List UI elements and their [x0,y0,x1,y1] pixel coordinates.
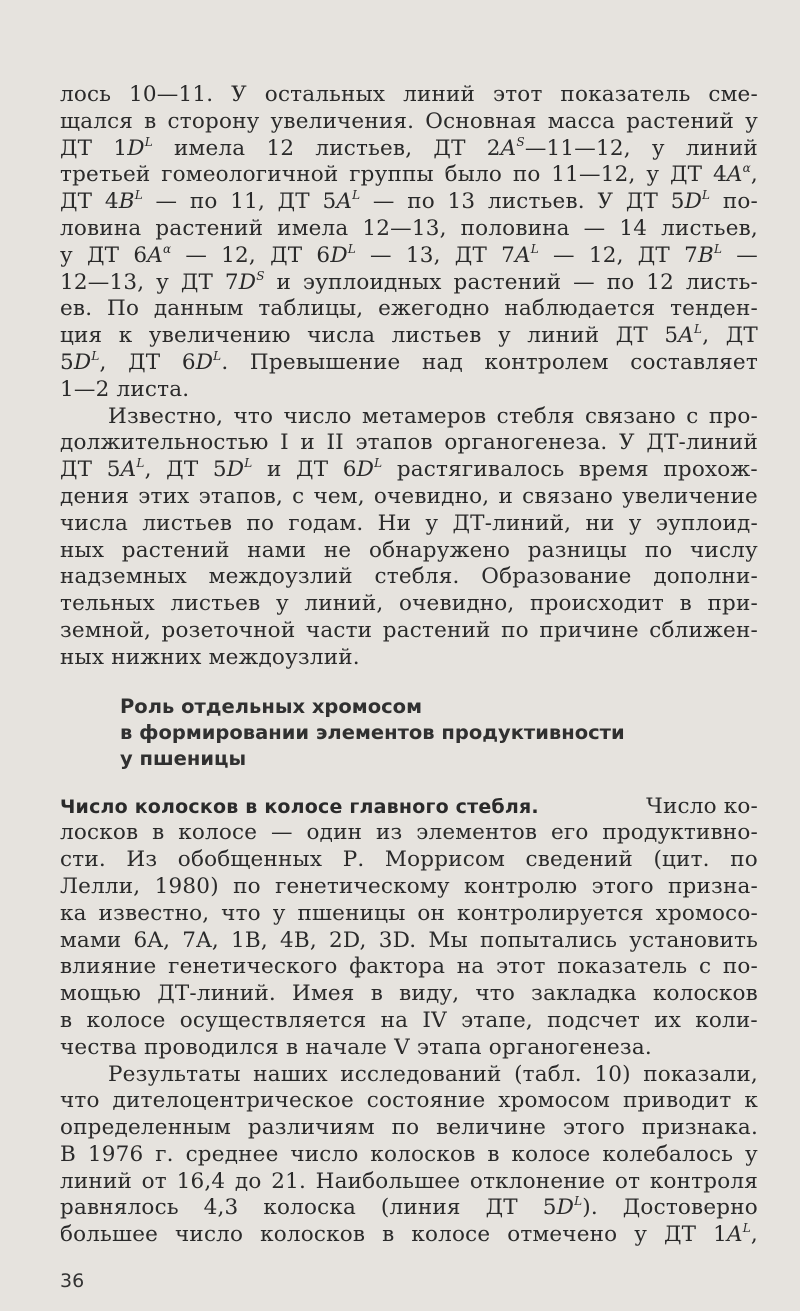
page-number: 36 [60,1270,85,1292]
text-line: равнялось 4,3 колоска (линия ДТ $5D^L$). Достоверно [60,1194,758,1221]
heading-line-1: Роль отдельных хромосом [120,694,423,718]
text-line: должительностью I и II этапов органогенеза. У ДТ-линий [60,430,758,456]
text-line: ных растений нами не обнаружено разницы по числу [60,537,758,563]
text-line: земной, розеточной части растений по причине сближен- [60,617,758,643]
text-line: третьей гомеологичной группы было по 11—12, у ДТ $4A^\alpha$, [60,161,758,188]
text-line: ДТ $4B^L$ — по 11, ДТ $5A^L$ — по 13 листьев. У ДТ $5D^L$ по- [60,188,758,215]
text-line: щался в сторону увеличения. Основная масса растений у [60,108,758,134]
text-line: $5D^L$, ДТ $6D^L$. Превышение над контролем составляет [60,348,758,375]
page-content [60,82,758,1249]
text-line: что дителоцентрическое состояние хромосом приводит к [60,1088,758,1114]
text-line: Результаты наших исследований (табл. 10) показали, [108,1061,758,1087]
text-line: определенным различиям по величине этого признака. [60,1115,758,1141]
text-line: ловина растений имела 12—13, половина — 14 листьев, [60,215,758,241]
text-line: чества проводился в начале V этапа органогенеза. [60,1034,652,1060]
text-line: Число колосков в колосе главного стебля. Число ко- [60,793,758,819]
text-line: числа листьев по годам. Ни у ДТ-линий, ни у эуплоид- [60,510,758,536]
text-line: 1—2 листа. [60,376,190,402]
text-line: ция к увеличению числа листьев у линий ДТ $5A^L$, ДТ [60,322,758,349]
text-line: ДТ $1D^L$ имела 12 листьев, ДТ $2A^S—11—12$, у линий [60,134,758,161]
text-line: мами 6A, 7A, 1B, 4B, 2D, 3D. Мы попытались установить [60,927,758,953]
text-line: тельных листьев у линий, очевидно, происходит в при- [60,591,758,617]
paragraph-2 [60,404,758,672]
text-line: Известно, что число метамеров стебля связано с про- [108,403,758,429]
text-line: влияние генетического фактора на этот показатель с по- [60,954,758,980]
heading-line-2: в формировании элементов продуктивности [120,720,625,744]
text-line: ев. По данным таблицы, ежегодно наблюдается тенден- [60,296,758,322]
text-line: в колосе осуществляется на IV этапе, подсчет их коли- [60,1007,758,1033]
text-line: надземных междоузлий стебля. Образование дополни- [60,564,758,590]
paragraph-3 [60,794,758,1062]
text-line: ных нижних междоузлий. [60,644,360,670]
text-line: сти. Из обобщенных Р. Моррисом сведений (цит. по [60,847,758,873]
text-line: у ДТ $6A^\alpha$ — 12, ДТ $6D^L$ — 13, ДТ $7A^L$ — 12, ДТ $7B^L$ — [60,241,758,268]
text-line: мощью ДТ-линий. Имея в виду, что закладка колосков [60,981,758,1007]
text-line: ка известно, что у пшеницы он контролируется хромосо- [60,900,758,926]
text-line: 12—13, у ДТ $7D^S$ и эуплоидных растений — по 12 листь- [60,268,758,295]
heading-line-3: у пшеницы [120,746,247,770]
paragraph-1 [60,82,758,404]
section-heading [60,694,758,772]
paragraph-4 [60,1062,758,1250]
text-line: большее число колосков в колосе отмечено у ДТ $1A^L$, [60,1221,758,1248]
text-line: линий от 16,4 до 21. Наибольшее отклонение от контроля [60,1168,758,1194]
text-line: лось 10—11. У остальных линий этот показатель сме- [60,82,758,107]
text-line: В 1976 г. среднее число колосков в колосе колебалось у [60,1141,758,1167]
runin-title: Число колосков в колосе главного стебля. [60,795,539,818]
text-line: дения этих этапов, с чем, очевидно, и связано увеличение [60,483,758,509]
text-line: лосков в колосе — один из элементов его продуктивно- [60,820,758,846]
text-line: Лелли, 1980) по генетическому контролю этого призна- [60,873,758,899]
text-line: ДТ $5A^L$, ДТ $5D^L$ и ДТ $6D^L$ растягивалось время прохож- [60,456,758,483]
